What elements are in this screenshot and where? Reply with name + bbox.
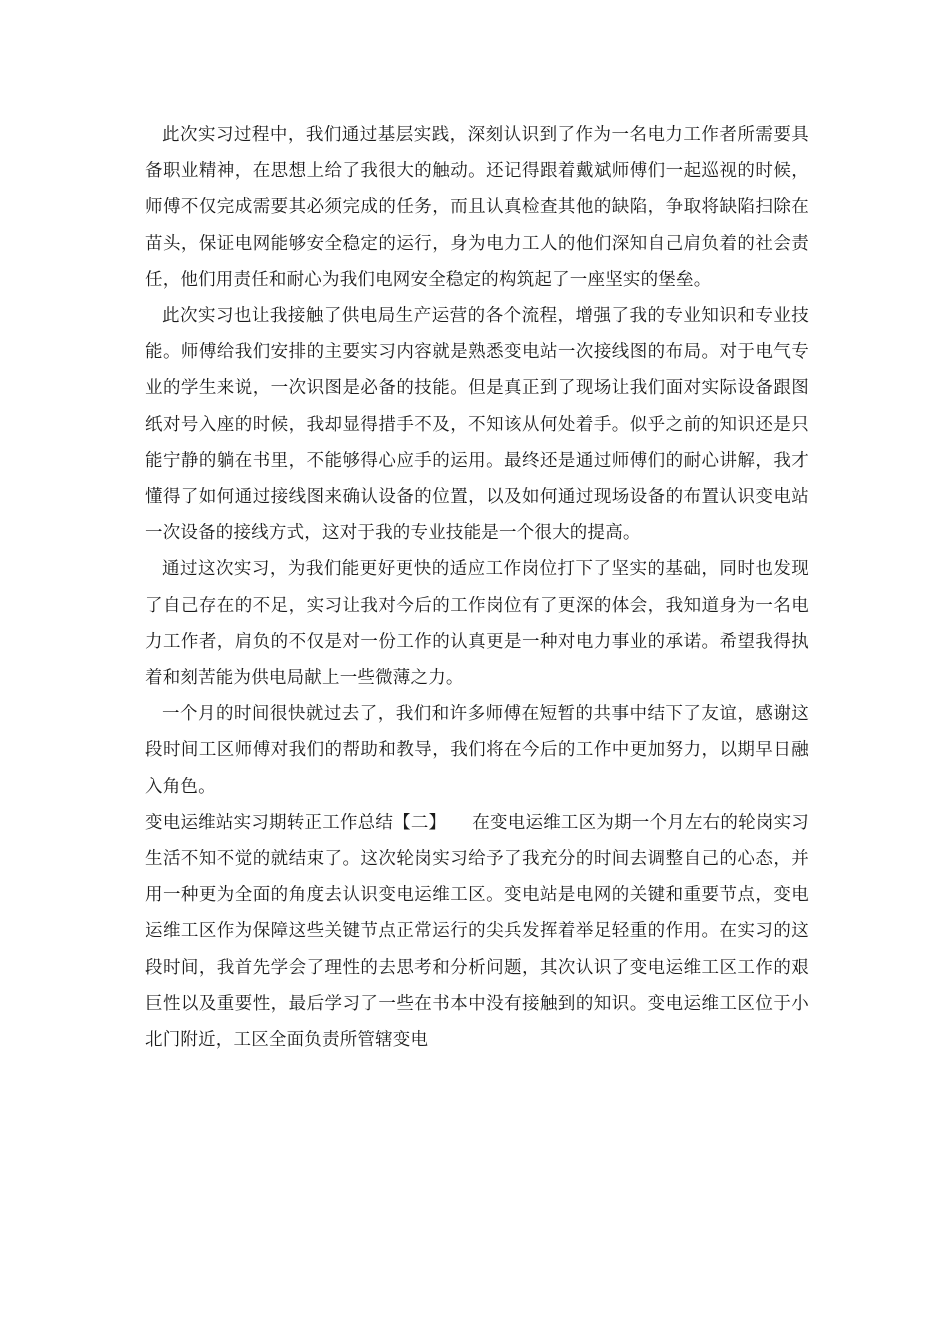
paragraph-1: 此次实习过程中，我们通过基层实践，深刻认识到了作为一名电力工作者所需要具备职业精神，在思想上给了我很大的触动。还记得跟着戴斌师傅们一起巡视的时候，师傅不仅完成需要其必须完成的任务，而且认真检查其他的缺陷，争取将缺陷扫除在苗头，保证电网能够安全稳定的运行，身为电力工人的他们深知自己肩负着的社会责任，他们用责任和耐心为我们电网安全稳定的构筑起了一座坚实的堡垒。 (145, 125, 809, 290)
document-body (145, 117, 809, 1058)
paragraph-4: 一个月的时间很快就过去了，我们和许多师傅在短暂的共事中结下了友谊，感谢这段时间工区师傅对我们的帮助和教导，我们将在今后的工作中更加努力，以期早日融入角色。 (145, 704, 809, 797)
paragraph-3: 通过这次实习，为我们能更好更快的适应工作岗位打下了坚实的基础，同时也发现了自己存在的不足，实习让我对今后的工作岗位有了更深的体会，我知道身为一名电力工作者，肩负的不仅是对一份工作的认真更是一种对电力事业的承诺。希望我得执着和刻苦能为供电局献上一些微薄之力。 (145, 559, 809, 689)
section-paragraph (145, 805, 809, 1058)
section-title: 变电运维站实习期转正工作总结【二】 (145, 812, 447, 833)
section-body: 在变电运维工区为期一个月左右的轮岗实习生活不知不觉的就结束了。这次轮岗实习给予了我充分的时间去调整自己的心态，并用一种更为全面的角度去认识变电运维工区。变电站是电网的关键和重要节点，变电运维工区作为保障这些关键节点正常运行的尖兵发挥着举足轻重的作用。在实习的这段时间，我首先学会了理性的去思考和分析问题，其次认识了变电运维工区工作的艰巨性以及重要性，最后学习了一些在书本中没有接触到的知识。变电运维工区位于小北门附近，工区全面负责所管辖变电 (145, 812, 809, 1051)
paragraph-2: 此次实习也让我接触了供电局生产运营的各个流程，增强了我的专业知识和专业技能。师傅给我们安排的主要实习内容就是熟悉变电站一次接线图的布局。对于电气专业的学生来说，一次识图是必备的技能。但是真正到了现场让我们面对实际设备跟图纸对号入座的时候，我却显得措手不及，不知该从何处着手。似乎之前的知识还是只能宁静的躺在书里，不能够得心应手的运用。最终还是通过师傅们的耐心讲解，我才懂得了如何通过接线图来确认设备的位置，以及如何通过现场设备的布置认识变电站一次设备的接线方式，这对于我的专业技能是一个很大的提高。 (145, 306, 809, 544)
